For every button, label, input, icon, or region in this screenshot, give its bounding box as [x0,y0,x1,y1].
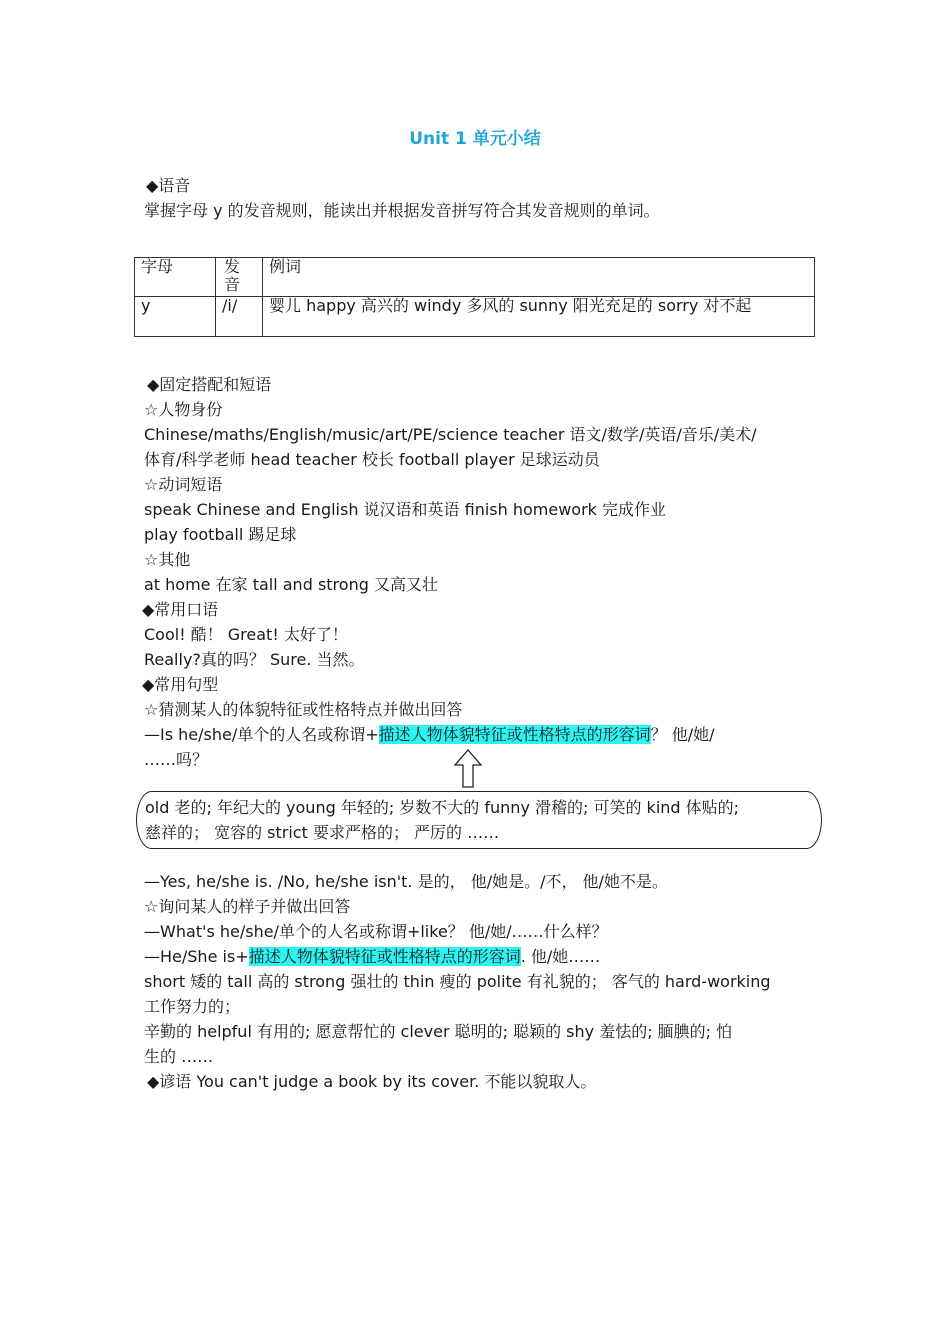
phrases-heading: ◆固定搭配和短语 [147,375,272,394]
answer-1: —Yes, he/she is. /No, he/she isn't. 是的， 他/她是。/不， 他/她不是。 [144,872,668,891]
phonics-description: 掌握字母 y 的发音规则，能读出并根据发音拼写符合其发音规则的单词。 [144,201,660,220]
question-1-suffix: ？ 他/她/ [650,725,715,744]
answer-2-prefix: —He/She is+ [144,947,249,966]
table-header-letter: 字母 [135,258,216,297]
identity-line-2: 体育/科学老师 head teacher 校长 football player 足球运动员 [144,450,600,469]
adjective-line-3: 辛勤的 helpful 有用的; 愿意帮忙的 clever 聪明的; 聪颖的 shy 羞怯的; 腼腆的; 怕 [144,1022,733,1041]
question-1-line-2: ……吗？ [144,750,209,769]
table-cell-letter: y [135,297,216,337]
verb-line-1: speak Chinese and English 说汉语和英语 finish homework 完成作业 [144,500,667,519]
ask-heading: ☆询问某人的样子并做出回答 [144,897,351,916]
oral-heading: ◆常用口语 [142,600,219,619]
adjective-line-4: 生的 …… [144,1047,214,1066]
question-1-prefix: —Is he/she/单个的人名或称谓+ [144,725,379,744]
up-arrow-icon [454,749,482,789]
phonics-heading: ◆语音 [146,176,191,195]
question-1 [144,724,715,746]
guess-heading: ☆猜测某人的体貌特征或性格特点并做出回答 [144,700,463,719]
sentences-heading: ◆常用句型 [142,675,219,694]
bubble-line-2: 慈祥的； 宽容的 strict 要求严格的； 严厉的 …… [145,823,500,842]
page-title: Unit 1 单元小结 [409,129,541,149]
other-heading: ☆其他 [144,550,191,569]
verb-heading: ☆动词短语 [144,475,223,494]
answer-2-suffix: . 他/她…… [520,947,601,966]
question-2: —What's he/she/单个的人名或称谓+like？ 他/她/……什么样？ [144,922,608,941]
bubble-line-1: old 老的; 年纪大的 young 年轻的; 岁数不大的 funny 滑稽的; 可笑的 kind 体贴的; [145,798,740,817]
table-row [135,297,815,337]
table-cell-sound: /i/ [216,297,263,337]
proverb: ◆谚语 You can't judge a book by its cover. 不能以貌取人。 [147,1072,597,1091]
table-header-row [135,258,815,297]
oral-line-2: Really?真的吗？ Sure. 当然。 [144,650,365,669]
adjective-line-1: short 矮的 tall 高的 strong 强壮的 thin 瘦的 polite 有礼貌的； 客气的 hard-working [144,972,771,991]
question-1-highlight: 描述人物体貌特征或性格特点的形容词 [378,725,651,744]
table-header-sound: 发音 [216,258,263,297]
table-cell-examples: 婴儿 happy 高兴的 windy 多风的 sunny 阳光充足的 sorry 对不起 [263,297,815,337]
phonics-table [134,257,815,337]
verb-line-2: play football 踢足球 [144,525,297,544]
identity-heading: ☆人物身份 [144,400,223,419]
other-line: at home 在家 tall and strong 又高又壮 [144,575,438,594]
adjective-line-2: 工作努力的； [144,997,241,1016]
table-header-examples: 例词 [263,258,815,297]
answer-2 [144,946,600,968]
answer-2-highlight: 描述人物体貌特征或性格特点的形容词 [248,947,521,966]
oral-line-1: Cool! 酷！ Great! 太好了！ [144,625,348,644]
identity-line-1: Chinese/maths/English/music/art/PE/science teacher 语文/数学/英语/音乐/美术/ [144,425,757,444]
